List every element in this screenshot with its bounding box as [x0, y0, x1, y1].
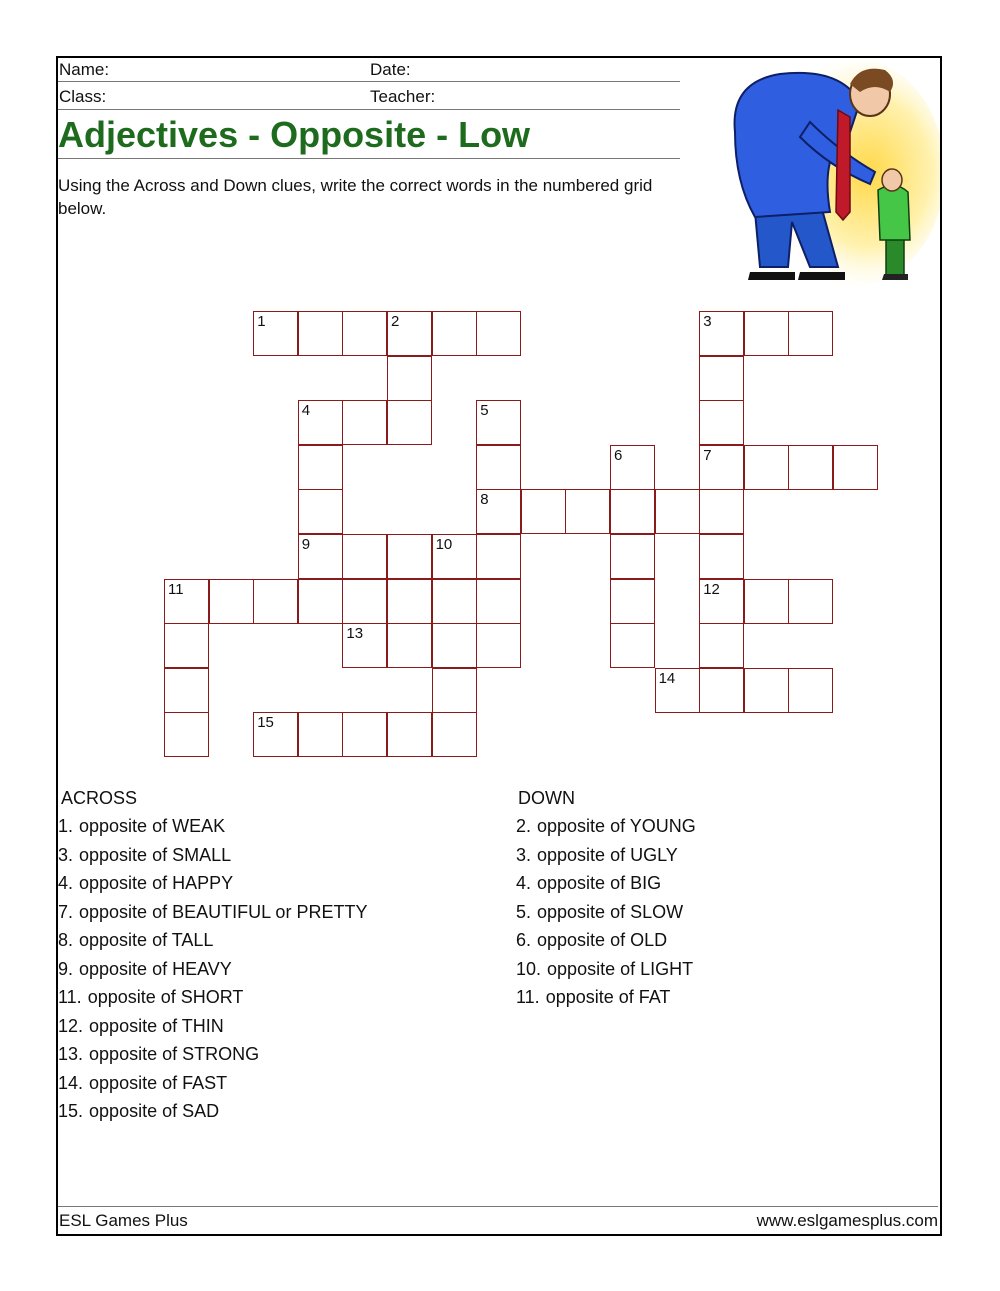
clue-text: opposite of FAT: [545, 987, 671, 1007]
class-label: Class:: [59, 87, 107, 106]
date-label: Date:: [370, 60, 411, 79]
clue-number: 6.: [516, 930, 532, 950]
crossword-cell[interactable]: [521, 489, 566, 534]
crossword-cell[interactable]: [164, 668, 209, 713]
footer-divider: [58, 1206, 938, 1207]
clue-text: opposite of SLOW: [537, 901, 684, 922]
crossword-cell[interactable]: [565, 489, 610, 534]
clue-number: 7.: [58, 901, 74, 922]
crossword-cell[interactable]: [744, 311, 789, 356]
crossword-cell[interactable]: [744, 668, 789, 713]
crossword-cell[interactable]: [699, 534, 744, 579]
clue-text: opposite of UGLY: [537, 844, 678, 865]
clue-number: 9.: [58, 958, 74, 979]
crossword-cell[interactable]: [788, 579, 833, 624]
cell-number: 11: [168, 580, 184, 598]
crossword-cell[interactable]: [699, 489, 744, 534]
down-clue: [516, 869, 696, 898]
crossword-cell[interactable]: [788, 668, 833, 713]
across-clue: [58, 983, 367, 1012]
page-title: Adjectives - Opposite - Low: [58, 114, 531, 155]
across-clue: [58, 812, 367, 841]
clue-number: 1.: [58, 816, 74, 836]
crossword-cell[interactable]: [298, 712, 343, 757]
crossword-cell[interactable]: [253, 579, 298, 624]
crossword-cell[interactable]: [699, 623, 744, 668]
name-label: Name:: [59, 60, 110, 79]
across-clue: [58, 1012, 367, 1041]
footer-right: www.eslgamesplus.com: [756, 1211, 938, 1230]
crossword-cell[interactable]: [387, 623, 432, 668]
class-teacher-line: [58, 109, 680, 110]
cell-number: 14: [658, 669, 676, 687]
crossword-cell[interactable]: [342, 534, 387, 579]
clue-number: 5.: [516, 901, 532, 922]
crossword-cell[interactable]: [164, 579, 209, 624]
clue-number: 4.: [516, 873, 532, 893]
crossword-cell[interactable]: [432, 534, 477, 579]
clue-text: opposite of FAST: [89, 1072, 228, 1093]
crossword-cell[interactable]: [209, 579, 254, 624]
crossword-cell[interactable]: [342, 400, 387, 445]
down-heading: DOWN: [518, 788, 575, 808]
crossword-cell[interactable]: [699, 445, 744, 490]
cell-number: 5: [480, 402, 489, 420]
clue-text: opposite of LIGHT: [547, 958, 694, 979]
clue-text: opposite of STRONG: [89, 1044, 260, 1064]
crossword-cell[interactable]: [744, 445, 789, 490]
across-clue: [58, 1069, 367, 1098]
cell-number: 13: [346, 625, 364, 643]
across-heading: ACROSS: [61, 788, 138, 808]
down-clue: [516, 926, 696, 955]
crossword-cell[interactable]: [476, 311, 521, 356]
clue-number: 3.: [516, 844, 532, 865]
across-clue: [58, 869, 367, 898]
clue-text: opposite of BIG: [537, 873, 662, 893]
crossword-cell[interactable]: [387, 356, 432, 401]
across-clue: [58, 1040, 367, 1069]
crossword-cell[interactable]: [833, 445, 878, 490]
crossword-cell[interactable]: [298, 311, 343, 356]
crossword-cell[interactable]: [387, 400, 432, 445]
cell-number: 2: [391, 313, 400, 330]
crossword-cell[interactable]: [298, 489, 343, 534]
cell-number: 9: [301, 536, 311, 553]
crossword-cell[interactable]: [387, 712, 432, 757]
down-clue: [516, 812, 696, 841]
crossword-cell[interactable]: [342, 579, 387, 624]
clue-text: opposite of OLD: [537, 930, 668, 950]
clue-number: 8.: [58, 930, 74, 950]
crossword-cell[interactable]: [655, 489, 700, 534]
clue-text: opposite of HEAVY: [79, 958, 232, 979]
cell-number: 4: [301, 402, 311, 420]
crossword-cell[interactable]: [432, 712, 477, 757]
across-clue: [58, 841, 367, 870]
cell-number: 15: [257, 714, 274, 732]
crossword-cell[interactable]: [476, 445, 521, 490]
crossword-cell[interactable]: [788, 311, 833, 356]
clue-text: opposite of THIN: [89, 1015, 224, 1036]
crossword-cell[interactable]: [699, 356, 744, 401]
crossword-cell[interactable]: [298, 445, 343, 490]
cell-number: 6: [614, 446, 623, 464]
crossword-cell[interactable]: [298, 534, 343, 579]
crossword-cell[interactable]: [387, 534, 432, 579]
cell-number: 3: [703, 313, 712, 330]
crossword-cell[interactable]: [253, 311, 298, 356]
crossword-cell[interactable]: [610, 579, 655, 624]
crossword-cell[interactable]: [610, 445, 655, 490]
cell-number: 1: [257, 313, 266, 330]
footer-left: ESL Games Plus: [59, 1211, 188, 1230]
crossword-cell[interactable]: [164, 712, 209, 757]
cell-number: 10: [435, 536, 453, 553]
crossword-cell[interactable]: [699, 579, 744, 624]
clue-text: opposite of TALL: [79, 930, 214, 950]
cell-number: 7: [703, 446, 712, 464]
down-clue: [516, 955, 696, 984]
across-clue: [58, 898, 367, 927]
clue-text: opposite of BEAUTIFUL or PRETTY: [79, 901, 368, 922]
clue-number: 15.: [58, 1101, 84, 1121]
down-clue: [516, 983, 696, 1012]
man-scolding-boy-illustration: [700, 62, 940, 292]
crossword-cell[interactable]: [699, 668, 744, 713]
crossword-cell[interactable]: [432, 668, 477, 713]
crossword-cell[interactable]: [432, 579, 477, 624]
clue-number: 12.: [58, 1015, 84, 1036]
clue-number: 2.: [516, 816, 532, 836]
clue-number: 13.: [58, 1044, 84, 1064]
crossword-cell[interactable]: [342, 623, 387, 668]
crossword-cell[interactable]: [744, 579, 789, 624]
cell-number: 8: [480, 491, 489, 509]
clue-number: 3.: [58, 844, 74, 865]
crossword-cell[interactable]: [655, 668, 700, 713]
crossword-cell[interactable]: [387, 579, 432, 624]
crossword-cell[interactable]: [298, 400, 343, 445]
crossword-cell[interactable]: [476, 489, 521, 534]
clue-number: 4.: [58, 873, 74, 893]
across-clue-list: [58, 812, 367, 1126]
crossword-cell[interactable]: [476, 579, 521, 624]
title-underline: [58, 158, 680, 159]
clue-number: 11.: [516, 987, 540, 1007]
crossword-cell[interactable]: [699, 400, 744, 445]
down-clue: [516, 898, 696, 927]
crossword-cell[interactable]: [610, 489, 655, 534]
crossword-cell[interactable]: [699, 311, 744, 356]
crossword-cell[interactable]: [432, 623, 477, 668]
clue-text: opposite of WEAK: [79, 816, 226, 836]
across-clue: [58, 1097, 367, 1126]
across-clue: [58, 955, 367, 984]
crossword-cell[interactable]: [432, 311, 477, 356]
clue-text: opposite of SMALL: [79, 844, 232, 865]
clue-text: opposite of YOUNG: [537, 816, 696, 836]
cell-number: 12: [703, 580, 720, 598]
teacher-label: Teacher:: [370, 87, 436, 106]
clue-text: opposite of SAD: [89, 1101, 220, 1121]
clue-number: 10.: [516, 958, 542, 979]
crossword-cell[interactable]: [610, 623, 655, 668]
crossword-cell[interactable]: [253, 712, 298, 757]
crossword-cell[interactable]: [298, 579, 343, 624]
name-date-line: [58, 81, 680, 82]
clue-text: opposite of HAPPY: [79, 873, 234, 893]
crossword-cell[interactable]: [476, 534, 521, 579]
down-clue: [516, 841, 696, 870]
instructions: Using the Across and Down clues, write the correct words in the numbered grid below.: [58, 176, 653, 218]
down-clue-list: [516, 812, 696, 1012]
crossword-cell[interactable]: [342, 311, 387, 356]
crossword-cell[interactable]: [342, 712, 387, 757]
clue-number: 14.: [58, 1072, 84, 1093]
crossword-cell[interactable]: [610, 534, 655, 579]
clue-number: 11.: [58, 987, 82, 1007]
crossword-cell[interactable]: [476, 623, 521, 668]
crossword-cell[interactable]: [387, 311, 432, 356]
crossword-cell[interactable]: [476, 400, 521, 445]
clue-text: opposite of SHORT: [87, 987, 244, 1007]
crossword-cell[interactable]: [788, 445, 833, 490]
crossword-cell[interactable]: [164, 623, 209, 668]
across-clue: [58, 926, 367, 955]
